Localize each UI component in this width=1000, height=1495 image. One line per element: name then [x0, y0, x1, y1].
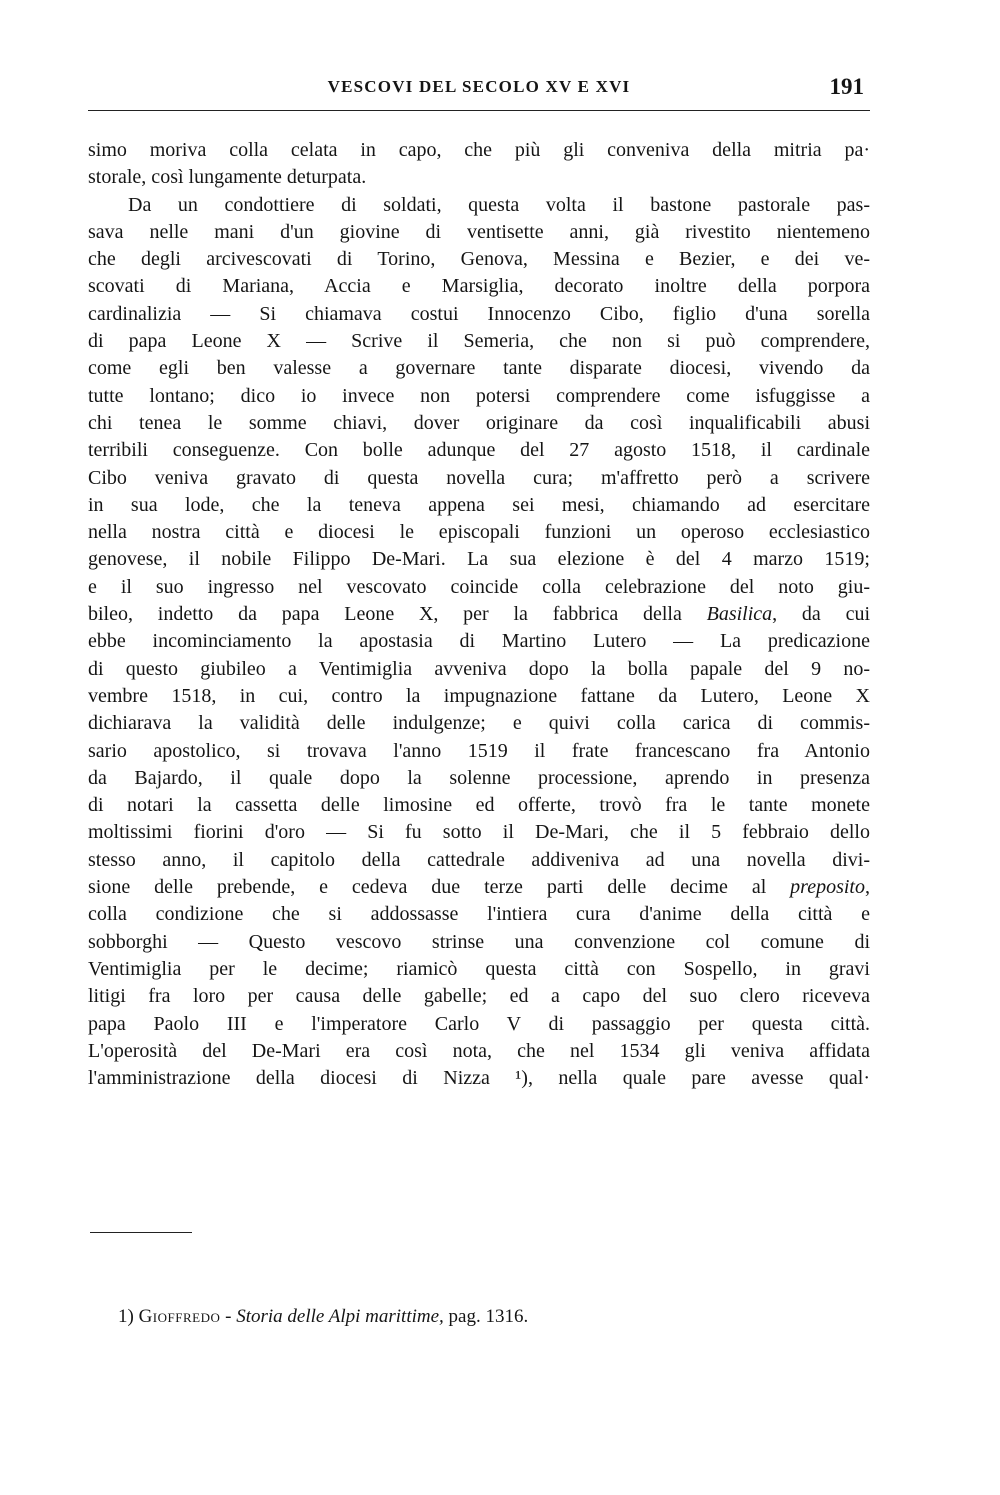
text-line: terribili conseguenze. Con bolle adunque del 27 agosto 1518, il cardinale	[88, 439, 870, 462]
footnote-rule	[90, 1232, 192, 1233]
text-line: sario apostolico, si trovava l'anno 1519 il frate francescano fra Antonio	[88, 739, 870, 762]
text-line: ebbe incominciamento la apostasia di Martino Lutero — La predicazione	[88, 630, 870, 653]
text-line: litigi fra loro per causa delle gabelle; ed a capo del suo clero riceveva	[88, 985, 870, 1008]
text-line: bileo, indetto da papa Leone X, per la fabbrica della Basilica, da cui	[88, 603, 871, 626]
text-line: tutte lontano; dico io invece non potersi comprendere come isfuggisse a	[88, 384, 870, 407]
body-text	[88, 137, 870, 1092]
text-line: Ventimiglia per le decime; riamicò questa città con Sospello, in gravi	[88, 957, 870, 980]
text-line: chi tenea le somme chiavi, dover originare da così inqualificabili abusi	[88, 411, 870, 434]
text-line: sobborghi — Questo vescovo strinse una convenzione col comune di	[88, 930, 870, 953]
footnote-page: pag. 1316.	[448, 1306, 529, 1327]
paragraph-2	[88, 192, 870, 1093]
text-line: in sua lode, che la teneva appena sei mesi, chiamando ad esercitare	[88, 493, 870, 516]
text-line: cardinalizia — Si chiamava costui Innocenzo Cibo, figlio d'una sorella	[88, 302, 870, 325]
running-title: VESCOVI DEL SECOLO XV E XVI	[327, 77, 631, 96]
footnote-author: Gioffredo	[138, 1306, 221, 1327]
paragraph-1	[88, 137, 870, 192]
text-line: come egli ben valesse a governare tante disparate diocesi, vivendo da	[88, 357, 870, 380]
text-line: nella nostra città e diocesi le episcopali funzioni un operoso ecclesiastico	[88, 521, 870, 544]
text-line: moltissimi fiorini d'oro — Si fu sotto il De-Mari, che il 5 febbraio dello	[88, 821, 870, 844]
footnote-separator: -	[225, 1306, 232, 1327]
running-head	[88, 74, 870, 108]
text-line: da Bajardo, il quale dopo la solenne processione, aprendo in presenza	[88, 766, 870, 789]
text-line: l'amministrazione della diocesi di Nizza ¹), nella quale pare avesse qual·	[88, 1067, 870, 1090]
text-line: che degli arcivescovati di Torino, Genova, Messina e Bezier, e dei ve-	[88, 248, 870, 271]
text-line: vembre 1518, in cui, contro la impugnazione fattane da Lutero, Leone X	[88, 684, 870, 707]
text-line: scovati di Mariana, Accia e Marsiglia, decorato inoltre della porpora	[88, 275, 870, 298]
header-rule	[88, 110, 870, 111]
footnote	[118, 1306, 528, 1328]
text-line: di papa Leone X — Scrive il Semeria, che non si può comprendere,	[88, 330, 870, 353]
text-line: colla condizione che si addossasse l'intiera cura d'anime della città e	[88, 903, 870, 926]
text-line: sione delle prebende, e cedeva due terze parti delle decime al preposito,	[88, 876, 870, 899]
footnote-title: Storia delle Alpi marittime,	[236, 1306, 444, 1327]
text-line: L'operosità del De-Mari era così nota, che nel 1534 gli veniva affidata	[88, 1039, 870, 1062]
text-line: e il suo ingresso nel vescovato coincide colla celebrazione del noto giu-	[88, 575, 870, 598]
text-line: Da un condottiere di soldati, questa volta il bastone pastorale pas-	[128, 193, 870, 216]
text-line: storale, così lungamente deturpata.	[88, 166, 367, 189]
text-line: sava nelle mani d'un giovine di ventisette anni, già rivestito nientemeno	[88, 220, 870, 243]
text-line: dichiarava la validità delle indulgenze; e quivi colla carica di commis-	[88, 712, 870, 735]
text-line: genovese, il nobile Filippo De-Mari. La sua elezione è del 4 marzo 1519;	[88, 548, 870, 571]
text-line: papa Paolo III e l'imperatore Carlo V di passaggio per questa città.	[88, 1012, 870, 1035]
text-line: di notari la cassetta delle limosine ed offerte, trovò fra le tante monete	[88, 794, 870, 817]
page-number: 191	[829, 74, 864, 99]
text-line: simo moriva colla celata in capo, che più gli conveniva della mitria pa·	[88, 139, 870, 161]
footnote-marker: 1)	[118, 1306, 134, 1327]
text-line: di questo giubileo a Ventimiglia avveniva dopo la bolla papale del 9 no-	[88, 657, 870, 680]
text-line: Cibo veniva gravato di questa novella cura; m'affretto però a scrivere	[88, 466, 870, 489]
text-line: stesso anno, il capitolo della cattedrale addiveniva ad una novella divi-	[88, 848, 870, 871]
